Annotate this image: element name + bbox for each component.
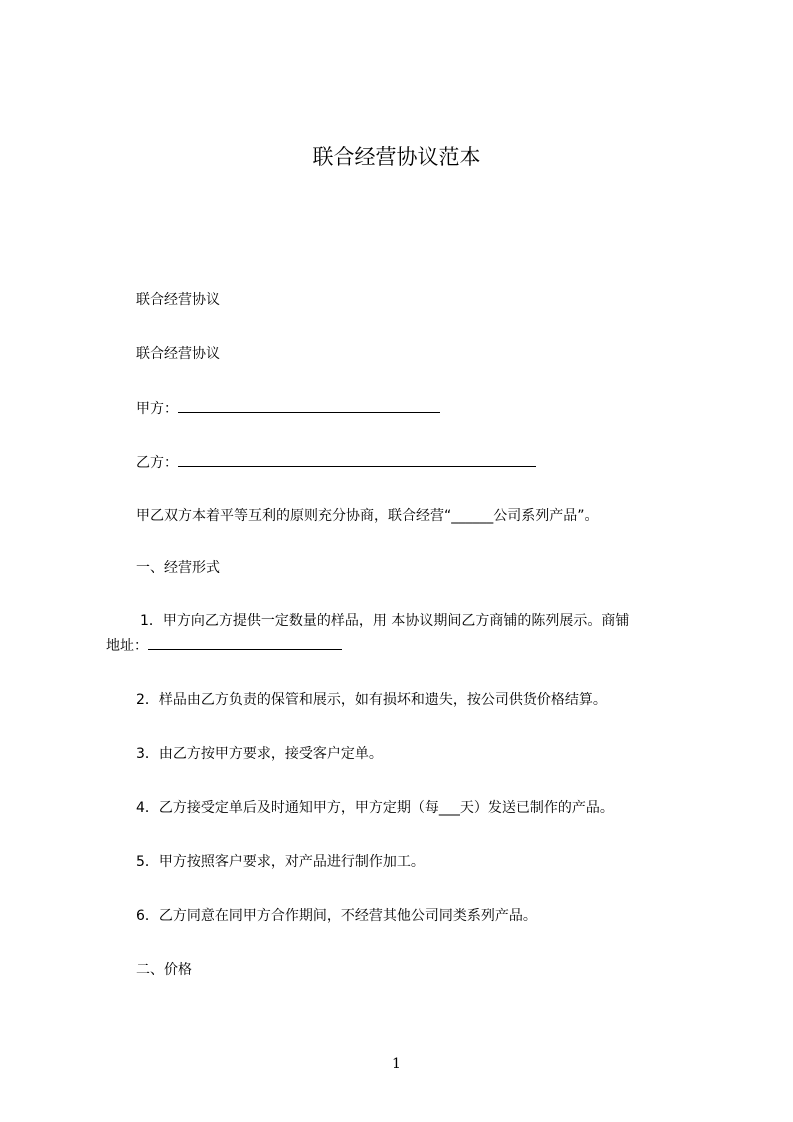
party-b-label: 乙方： [136, 455, 178, 471]
item-1-address-label: 地址： [106, 638, 148, 654]
item-1-main-text: 1．甲方向乙方提供一定数量的样品，用 本协议期间乙方商铺的陈列展示。商铺 [140, 613, 630, 629]
item-1-paragraph [106, 609, 702, 659]
intro-paragraph: 甲乙双方本着平等互利的原则充分协商，联合经营“______公司系列产品”。 [136, 508, 599, 524]
party-a-label: 甲方： [136, 401, 178, 417]
section-2-title: 二、价格 [136, 962, 192, 978]
document-title: 联合经营协议范本 [312, 145, 481, 169]
item-1-address-blank [148, 635, 342, 650]
item-3-line: 3．由乙方按甲方要求，接受客户定单。 [136, 746, 383, 762]
party-a-blank [178, 398, 440, 413]
item-2-line: 2．样品由乙方负责的保管和展示，如有损坏和遗失，按公司供货价格结算。 [136, 692, 607, 708]
item-4-line: 4．乙方接受定单后及时通知甲方，甲方定期（每___天）发送已制作的产品。 [136, 800, 614, 816]
section-1-title: 一、经营形式 [136, 560, 220, 576]
page-number: 1 [392, 1056, 401, 1072]
party-b-line [136, 452, 536, 473]
item-6-line: 6．乙方同意在同甲方合作期间，不经营其他公司同类系列产品。 [136, 908, 537, 924]
heading-agreement-1: 联合经营协议 [136, 292, 220, 308]
party-a-line [136, 398, 440, 419]
heading-agreement-2: 联合经营协议 [136, 346, 220, 362]
item-5-line: 5．甲方按照客户要求，对产品进行制作加工。 [136, 854, 425, 870]
party-b-blank [178, 452, 536, 467]
